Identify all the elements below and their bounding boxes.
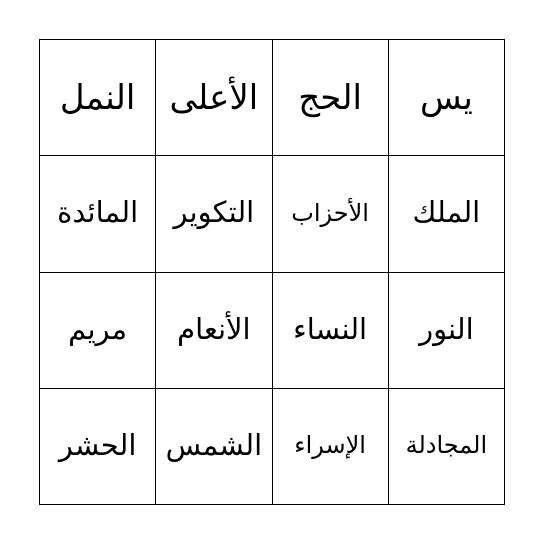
grid-cell[interactable]: الملك [389, 156, 505, 272]
grid-cell[interactable]: المجادلة [389, 389, 505, 505]
grid-cell[interactable]: النمل [40, 40, 156, 156]
grid-cell[interactable]: الشمس [156, 389, 272, 505]
bingo-grid [39, 39, 505, 505]
grid-cell[interactable]: التكوير [156, 156, 272, 272]
grid-cell[interactable]: مريم [40, 273, 156, 389]
grid-cell[interactable]: الأعلى [156, 40, 272, 156]
grid-cell[interactable]: يس [389, 40, 505, 156]
grid-cell[interactable]: المائدة [40, 156, 156, 272]
grid-cell[interactable]: النور [389, 273, 505, 389]
grid-cell[interactable]: الحشر [40, 389, 156, 505]
grid-cell[interactable]: الأحزاب [273, 156, 389, 272]
grid-cell[interactable]: الإسراء [273, 389, 389, 505]
grid-cell[interactable]: الحج [273, 40, 389, 156]
grid-cell[interactable]: النساء [273, 273, 389, 389]
grid-cell[interactable]: الأنعام [156, 273, 272, 389]
